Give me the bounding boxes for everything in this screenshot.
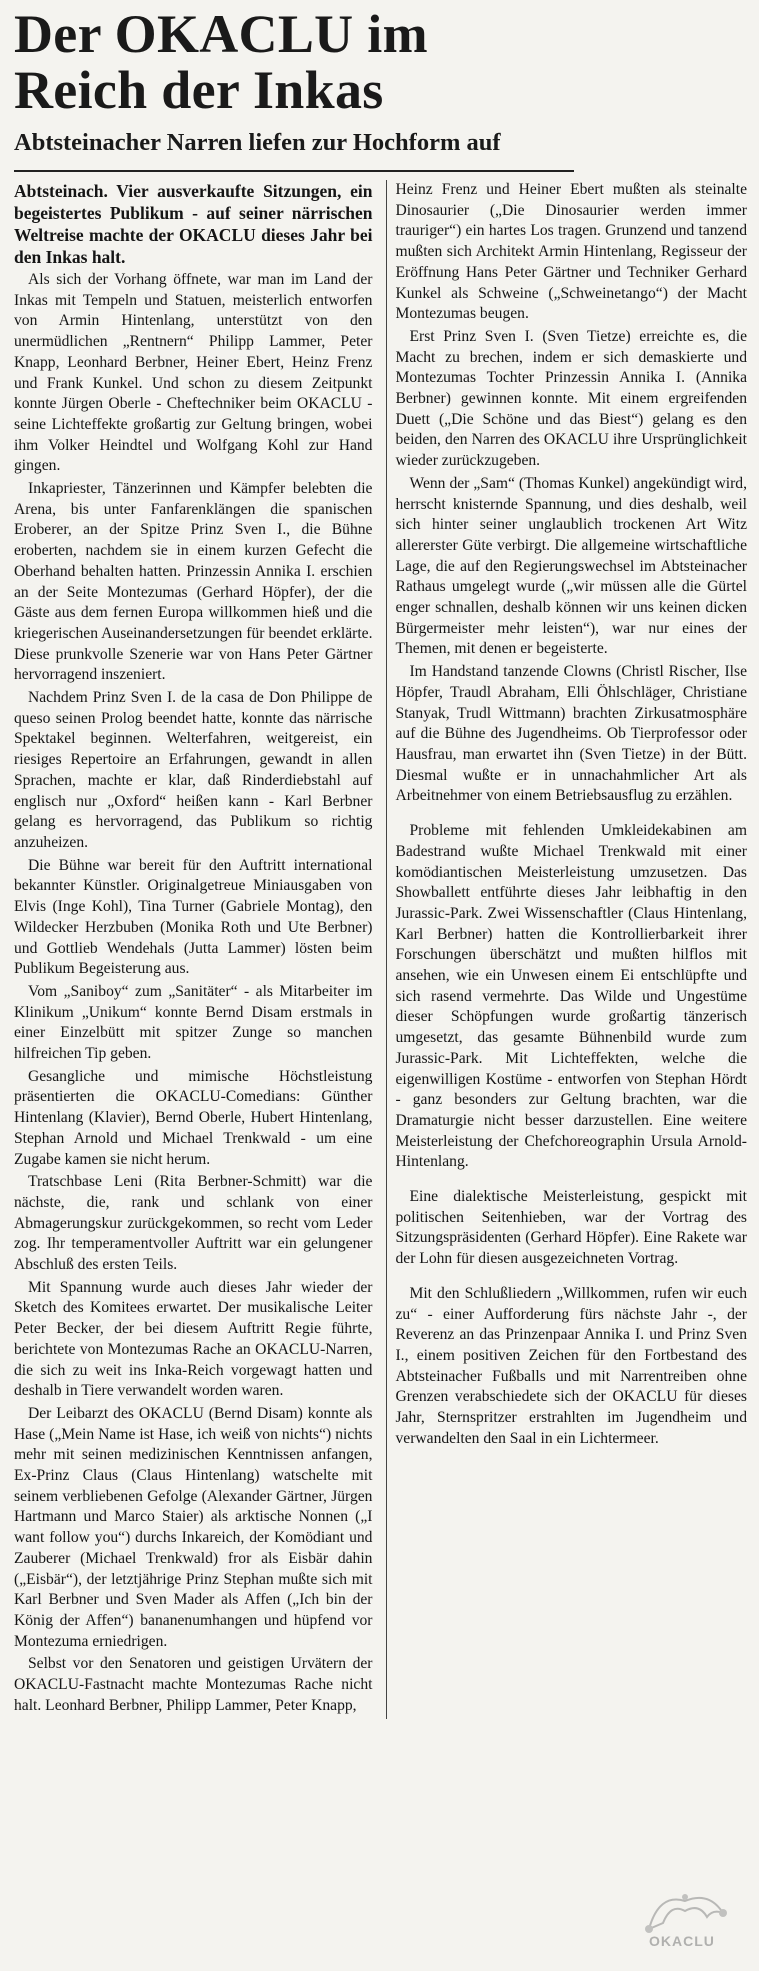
paragraph: Eine dialektische Meisterleistung, gespickt mit politischen Seitenhieben, war der Vortrag des Sitzungspräsidenten (Gerhard Höpfer). Eine Rakete war der Lohn für diesen ausgezeichneten Vortrag. (395, 1188, 747, 1268)
lead-city: Abtsteinach. (14, 181, 108, 201)
headline-line-2: Reich der Inkas (14, 60, 384, 120)
lead-text: Vier ausverkaufte Sitzungen, ein begeistertes Publikum - auf seiner närrischen Weltreise machte der OKACLU dieses Jahr bei den Inkas halt. (14, 181, 373, 267)
subheadline: Abtsteinacher Narren liefen zur Hochform auf (14, 129, 501, 156)
paragraph: Nachdem Prinz Sven I. de la casa de Don Philippe de queso seinen Prolog beendet hatte, konnte das närrische Spektakel beginnen. Welterfahren, weitgereist, ein riesiges Repertoire an Erfahrungen, gewandt in allen Sprachen, machte er klar, daß Rinderdiebstahl auf englisch nur „Oxford“ heißen kann - Karl Berbner gelang es hervorragend, das Publikum so richtig anzuheizen. (14, 689, 373, 851)
watermark-text: OKACLU (649, 1933, 715, 1949)
paragraph: Tratschbase Leni (Rita Berbner-Schmitt) war die nächste, die, rank und schlank von einer Abmagerungskur zurückgekommen, so recht vom Leder zog. Ihr temperamentvoller Auftritt war ein gelungener Abschluß des ersten Teils. (14, 1173, 373, 1274)
lead-paragraph (14, 180, 372, 268)
paragraph: Mit den Schlußliedern „Willkommen, rufen wir euch zu“ - einer Aufforderung fürs nächste Jahr -, der Reverenz an das Prinzenpaar Annika I. und Prinz Sven I., einem positiven Zeichen für den Fortbestand des Abtsteinacher Fußballs und mit Narrentreiben ohne Grenzen verabschiedete sich der OKACLU für dieses Jahr, Sternspritzer erstrahlten im Jugendheim und verwandelten den Saal in ein Lichtermeer. (395, 1284, 747, 1447)
paragraph: Der Leibarzt des OKACLU (Bernd Disam) konnte als Hase („Mein Name ist Hase, ich weiß von nichts“) nichts mehr mit seinen medizinischen Kenntnissen anfangen, Ex-Prinz Claus (Claus Hintenlang) watschelte mit seinem verbliebenen Gefolge (Alexander Gärtner, Jürgen Hartmann und Marco Staier) als arktische Nonnen („I want follow you“) durchs Inkareich, der Komödiant und Zauberer (Michael Trenkwald) fror als Eisbär dahin („Eisbär“), der letztjährige Prinz Stephan mußte sich mit Karl Berbner und Sven Mader als Affen („Ich bin der König der Affen“) bananenumhangen und hüpfend vor Montezuma erniedrigen. (14, 1404, 373, 1650)
paragraph: Erst Prinz Sven I. (Sven Tietze) erreichte es, die Macht zu brechen, indem er sich demaskierte und Montezumas Tochter Prinzessin Annika I. (Annika Berbner) gewinnen konnte. Mit einem ergreifenden Duett („Die Schöne und das Biest“) gelang es den beiden, den Narren des OKACLU ihre Ursprünglichkeit wieder zurückzugeben. (395, 327, 747, 470)
paragraph: Vom „Saniboy“ zum „Sanitäter“ - als Mitarbeiter im Klinikum „Unikum“ konnte Bernd Disam erstmals in einer Einzelbütt mit spitzer Zunge so manchen hilfreichen Tip geben. (14, 982, 373, 1063)
paragraph: Wenn der „Sam“ (Thomas Kunkel) angekündigt wird, herrscht knisternde Spannung, und dies deshalb, weil sich hinter seiner unglaublich trockenen Art Witz allererster Güte verbirgt. Die allgemeine wirtschaftliche Lage, die auf den Regierungswechsel im Abtsteinacher Rathaus umgelegt wurde („wir müssen alle die Gürtel enger schnallen, deshalb können wir uns keinen dicken Bürgermeister mehr leisten“), war nur eines der Themen, mit denen er begeisterte. (395, 474, 747, 658)
paragraph: Selbst vor den Senatoren und geistigen Urvätern der OKACLU-Fastnacht machte Montezumas Rache nicht halt. Leonhard Berbner, Philipp Lammer, Peter Knapp, (14, 1655, 373, 1714)
paragraph: Heinz Frenz und Heiner Ebert mußten als steinalte Dinosaurier („Die Dinosaurier werden immer trauriger“) ein hartes Los tragen. Grunzend und tanzend mußten sich Architekt Armin Hintenlang, Regisseur der Eröffnung Hans Peter Gärtner und Techniker Gerhard Kunkel als Schweine („Schweinetango“) der Macht Montezumas beugen. (395, 181, 747, 323)
paragraph: Mit Spannung wurde auch dieses Jahr wieder der Sketch des Komitees erwartet. Der musikalische Leiter Peter Becker, der bei diesem Auftritt Regie führte, berichtete von Montezumas Rache an OKACLU-Narren, die sich zu weit ins Inka-Reich vorgewagt hatten und deshalb in Tiere verwandelt worden waren. (14, 1278, 373, 1400)
column-1 (14, 180, 372, 1719)
paragraph: Gesangliche und mimische Höchstleistung präsentierten die OKACLU-Comedians: Günther Hintenlang (Klavier), Bernd Oberle, Hubert Hintenlang, Stephan Arnold und Michael Trenkwald - um eine Zugabe kamen sie nicht herum. (14, 1067, 373, 1168)
paragraph: Probleme mit fehlenden Umkleidekabinen am Badestrand wußte Michael Trenkwald mit einer komödiantischen Meisterleistung umzusetzen. Das Showballett entführte dieses Jahr leibhaftig in den Jurassic-Park. Zwei Wissenschaftler (Claus Hintenlang, Karl Berbner) hatten die Kontrollierbarkeit ihrer Forschungen überschätzt und mußten hilflos mit ansehen, wie ein Unwesen einem Ei entschlüpfte und sich rasend vermehrte. Das Wilde und Ungestüme dieser Schöpfungen wurde großartig tänzerisch umgesetzt, das gesamte Bühnenbild wurde zum Jurassic-Park. Mit Lichteffekten, welche die eigenwilligen Kostüme - entworfen von Stephan Hördt - ganz besonders zur Geltung brachten, war die Dramaturgie nicht besser darzustellen. Eine weitere Meisterleistung der Chefchoreographin Ursula Arnold-Hintenlang. (395, 822, 747, 1171)
headline-line-1: Der OKACLU im (14, 4, 428, 64)
paragraph: Inkapriester, Tänzerinnen und Kämpfer belebten die Arena, bis unter Fanfarenklängen die spanischen Eroberer, an der Spitze Prinz Sven I., die Bühne eroberten, nachdem sie in einem kurzen Gefecht die Oberhand behalten hatten. Prinzessin Annika I. erschien an der Seite Montezumas (Gerhard Höpfer), der die Gäste aus dem fernen Europa willkommen hieß und die kriegerischen Auseinandersetzungen für beendet erklärte. Diese prunkvolle Szenerie war von Hans Peter Gärtner hervorragend inszeniert. (14, 480, 373, 684)
column-2 (386, 180, 747, 1719)
divider (14, 170, 574, 172)
paragraph: Im Handstand tanzende Clowns (Christl Rischer, Ilse Höpfer, Traudl Abraham, Elli Öhlschläger, Christiane Stanyak, Trudl Wittmann) brachten Zirkusatmosphäre auf die Bühne des Jugendheims. Ob Tierprofessor oder Hausfrau, man erwartet ihn (Sven Tietze) in der Bütt. Diesmal wußte er in unnachahmlicher Art als Arbeitnehmer von einem Betriebsausflug zu erzählen. (395, 663, 747, 805)
okaclu-watermark (629, 1883, 741, 1955)
article-columns (14, 180, 747, 1719)
paragraph: Die Bühne war bereit für den Auftritt international bekannter Künstler. Originalgetreue Miniausgaben von Elvis (Inge Kohl), Tina Turner (Gabriele Montag), den Wildecker Herzbuben (Monika Roth und Ute Berbner) und Gottlieb Wendehals (Jutta Lammer) lösten beim Publikum Begeisterung aus. (14, 856, 373, 978)
paragraph: Als sich der Vorhang öffnete, war man im Land der Inkas mit Tempeln und Statuen, meisterlich entworfen von Armin Hintenlang, unterstützt von den unermüdlichen „Rentnern“ Philipp Lammer, Peter Knapp, Leonhard Berbner, Heiner Ebert, Heinz Frenz und Frank Kunkel. Und schon zu diesem Zeitpunkt konnte Jürgen Oberle - Cheftechniker beim OKACLU - seine Lichteffekte großartig zur Geltung bringen, wobei ihm Volker Heindtel und Wolfgang Kohl zur Hand gingen. (14, 271, 373, 475)
headline (14, 6, 747, 118)
